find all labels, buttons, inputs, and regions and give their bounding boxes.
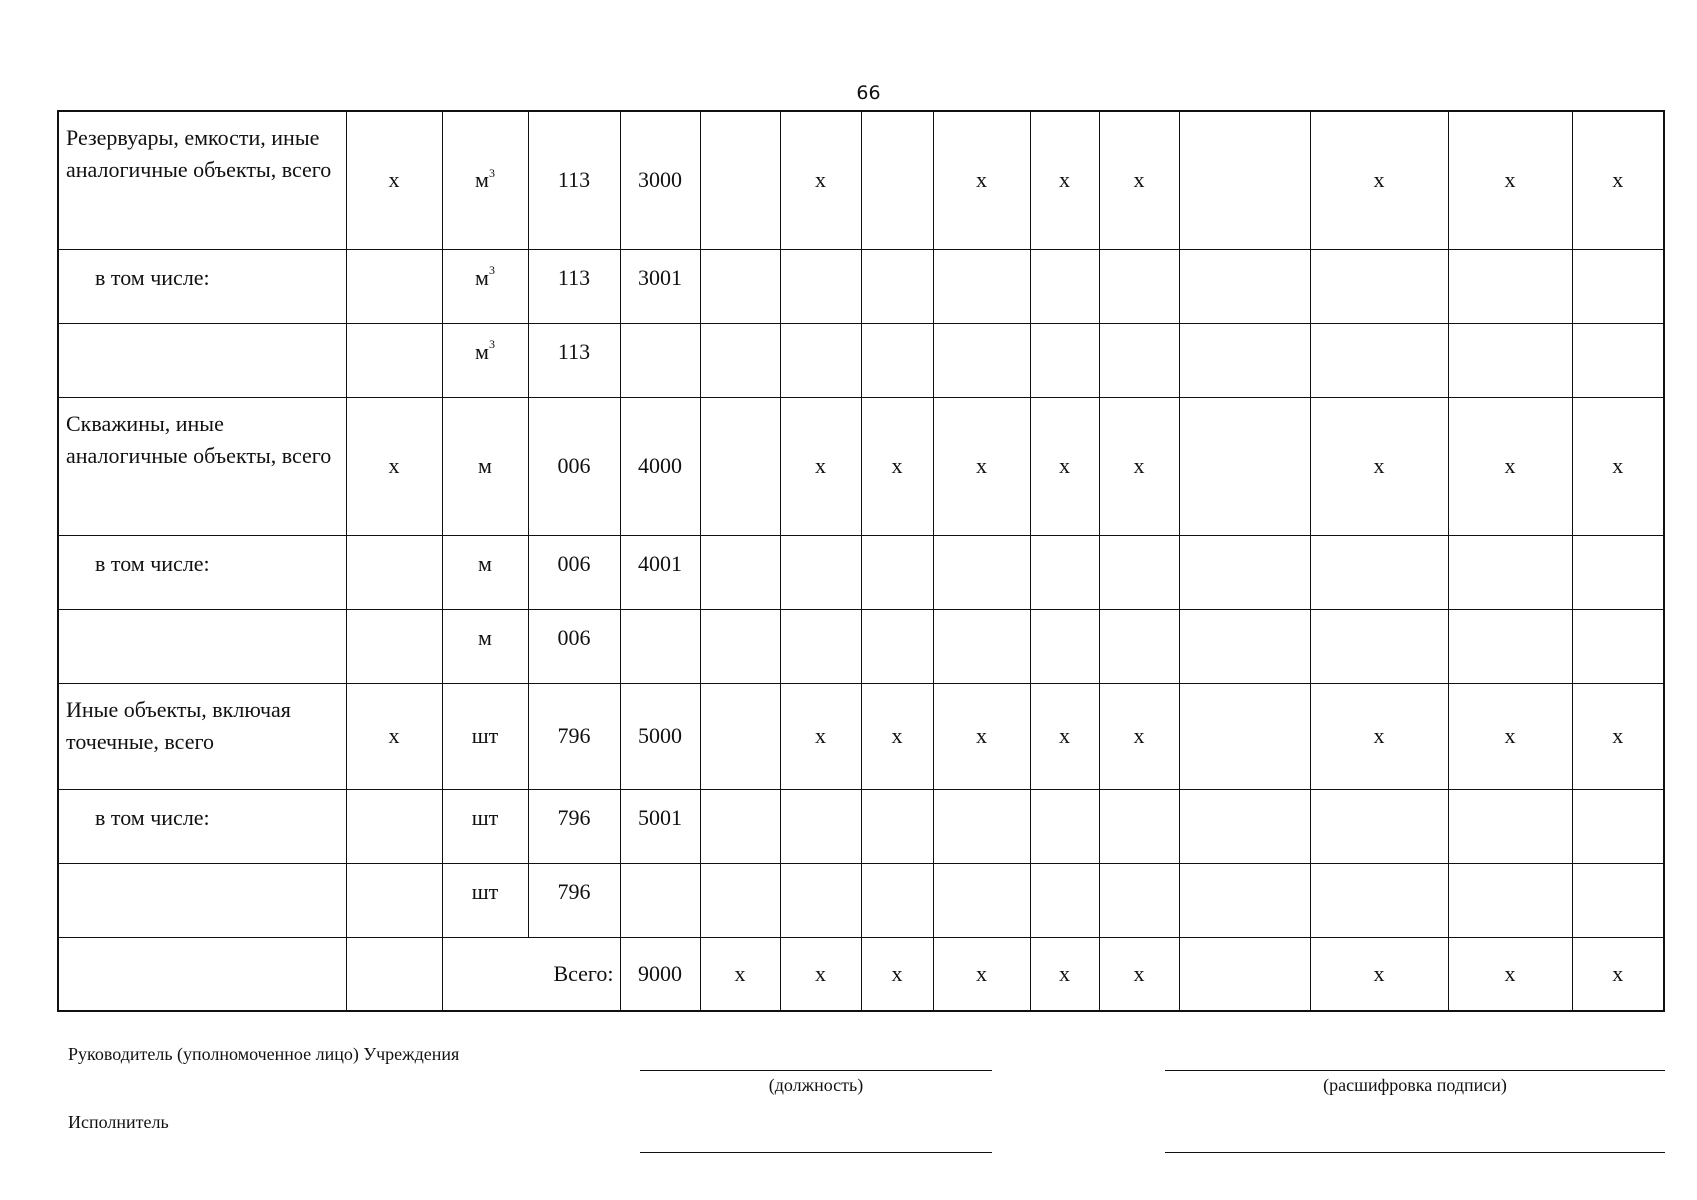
data-cell: х <box>1099 683 1179 789</box>
page-number: 66 <box>856 82 881 104</box>
total-data-cell: х <box>1030 937 1099 1011</box>
data-cell <box>1099 789 1179 863</box>
data-cell <box>700 111 780 249</box>
data-cell <box>1179 789 1310 863</box>
row-name-cell: в том числе: <box>58 789 346 863</box>
total-row <box>58 937 1664 1011</box>
data-cell <box>1572 323 1664 397</box>
data-cell <box>1179 249 1310 323</box>
unit-cell <box>442 789 528 863</box>
data-cell: х <box>1099 397 1179 535</box>
total-blank-cell <box>346 937 442 1011</box>
data-cell <box>780 249 861 323</box>
data-cell <box>861 323 933 397</box>
okei-code-cell: 113 <box>528 323 620 397</box>
data-cell <box>1448 323 1572 397</box>
okei-code-cell: 796 <box>528 789 620 863</box>
line-code-cell: 4000 <box>620 397 700 535</box>
data-cell: х <box>1030 397 1099 535</box>
data-cell <box>1448 863 1572 937</box>
data-cell: х <box>1099 111 1179 249</box>
row-col2-cell <box>346 609 442 683</box>
data-cell <box>700 863 780 937</box>
data-cell <box>780 609 861 683</box>
unit-text: м <box>478 550 492 576</box>
row-name-cell: в том числе: <box>58 535 346 609</box>
data-cell <box>1310 249 1448 323</box>
unit-superscript: 3 <box>488 263 495 278</box>
data-cell <box>700 683 780 789</box>
row-name-cell <box>58 863 346 937</box>
row-name-cell: Иные объекты, включая точечные, всего <box>58 683 346 789</box>
okei-code-cell: 006 <box>528 397 620 535</box>
data-cell <box>933 863 1030 937</box>
data-cell <box>780 535 861 609</box>
data-cell: х <box>780 397 861 535</box>
unit-cell <box>442 397 528 535</box>
data-cell <box>1099 323 1179 397</box>
data-cell <box>1030 789 1099 863</box>
row-col2-cell <box>346 535 442 609</box>
unit-cell <box>442 535 528 609</box>
executor-position-line[interactable] <box>640 1152 992 1153</box>
unit-cell <box>442 249 528 323</box>
okei-code-cell: 006 <box>528 609 620 683</box>
row-col2-cell: х <box>346 683 442 789</box>
data-cell: х <box>933 111 1030 249</box>
total-blank-cell <box>58 937 346 1011</box>
data-cell: х <box>780 683 861 789</box>
data-cell <box>1572 609 1664 683</box>
unit-text: м <box>478 624 492 650</box>
data-cell: х <box>1448 397 1572 535</box>
data-cell: х <box>933 397 1030 535</box>
total-data-cell: х <box>1572 937 1664 1011</box>
data-cell: х <box>780 111 861 249</box>
unit-text: м <box>475 338 489 364</box>
unit-cell <box>442 609 528 683</box>
row-col2-cell <box>346 323 442 397</box>
total-label-cell: Всего: <box>442 937 620 1011</box>
unit-cell <box>442 111 528 249</box>
data-cell <box>1179 609 1310 683</box>
table-row <box>58 789 1664 863</box>
data-cell <box>933 323 1030 397</box>
row-col2-cell: х <box>346 397 442 535</box>
line-code-cell: 4001 <box>620 535 700 609</box>
data-cell <box>861 609 933 683</box>
data-cell <box>1179 863 1310 937</box>
data-cell <box>1030 535 1099 609</box>
data-cell: х <box>1310 683 1448 789</box>
table-row <box>58 323 1664 397</box>
okei-code-cell: 796 <box>528 863 620 937</box>
table-row <box>58 683 1664 789</box>
data-cell <box>1572 249 1664 323</box>
total-data-cell: х <box>1448 937 1572 1011</box>
total-line-code-cell: 9000 <box>620 937 700 1011</box>
data-cell <box>933 609 1030 683</box>
unit-text: шт <box>471 804 499 830</box>
total-data-cell <box>1179 937 1310 1011</box>
unit-superscript: 3 <box>488 337 495 352</box>
data-cell <box>1179 535 1310 609</box>
data-cell: х <box>1030 111 1099 249</box>
row-col2-cell: х <box>346 111 442 249</box>
data-cell <box>780 789 861 863</box>
data-cell <box>700 249 780 323</box>
data-cell <box>1572 863 1664 937</box>
row-col2-cell <box>346 249 442 323</box>
line-code-cell <box>620 863 700 937</box>
data-cell: х <box>861 683 933 789</box>
data-cell <box>1179 323 1310 397</box>
data-cell <box>861 249 933 323</box>
data-cell <box>1310 535 1448 609</box>
unit-text: м <box>475 264 489 290</box>
data-cell <box>1310 609 1448 683</box>
data-cell <box>1030 323 1099 397</box>
line-code-cell: 5000 <box>620 683 700 789</box>
line-code-cell: 3000 <box>620 111 700 249</box>
position-caption: (должность) <box>768 1075 864 1095</box>
data-cell <box>861 789 933 863</box>
line-code-cell <box>620 609 700 683</box>
row-name-cell: Скважины, иные аналогичные объекты, всего <box>58 397 346 535</box>
data-cell <box>1179 397 1310 535</box>
row-name-cell <box>58 609 346 683</box>
executor-label: Исполнитель <box>68 1112 169 1132</box>
data-cell <box>700 397 780 535</box>
decoding-signature-line[interactable] <box>1165 1070 1665 1071</box>
total-data-cell: х <box>861 937 933 1011</box>
decoding-caption: (расшифровка подписи) <box>1323 1075 1507 1095</box>
data-cell <box>780 323 861 397</box>
data-cell: х <box>1310 111 1448 249</box>
position-signature-line[interactable] <box>640 1070 992 1071</box>
data-cell <box>1572 789 1664 863</box>
row-col2-cell <box>346 863 442 937</box>
data-cell <box>700 789 780 863</box>
data-cell <box>700 323 780 397</box>
okei-code-cell: 113 <box>528 111 620 249</box>
okei-code-cell: 113 <box>528 249 620 323</box>
line-code-cell <box>620 323 700 397</box>
unit-text: м <box>478 453 492 478</box>
data-cell <box>1448 535 1572 609</box>
data-cell <box>780 863 861 937</box>
data-cell <box>1030 863 1099 937</box>
table-row <box>58 249 1664 323</box>
data-cell: х <box>1572 111 1664 249</box>
data-cell <box>933 535 1030 609</box>
data-cell <box>861 863 933 937</box>
total-data-cell: х <box>1099 937 1179 1011</box>
data-cell <box>1310 323 1448 397</box>
data-cell <box>1179 683 1310 789</box>
data-cell <box>933 789 1030 863</box>
data-cell <box>1179 111 1310 249</box>
data-cell: х <box>933 683 1030 789</box>
row-col2-cell <box>346 789 442 863</box>
unit-cell <box>442 683 528 789</box>
data-cell <box>1310 863 1448 937</box>
data-cell <box>933 249 1030 323</box>
line-code-cell: 5001 <box>620 789 700 863</box>
unit-cell <box>442 323 528 397</box>
data-cell <box>1310 789 1448 863</box>
unit-text: шт <box>471 723 499 748</box>
head-signature-label: Руководитель (уполномоченное лицо) Учреждения <box>68 1044 460 1064</box>
unit-text: шт <box>471 878 499 904</box>
row-name-cell: в том числе: <box>58 249 346 323</box>
executor-decoding-line[interactable] <box>1165 1152 1665 1153</box>
unit-superscript: 3 <box>488 165 495 180</box>
data-cell: х <box>861 397 933 535</box>
total-data-cell: х <box>1310 937 1448 1011</box>
okei-code-cell: 006 <box>528 535 620 609</box>
data-cell <box>1448 249 1572 323</box>
data-cell <box>700 609 780 683</box>
total-data-cell: х <box>700 937 780 1011</box>
data-cell: х <box>1310 397 1448 535</box>
table-row <box>58 397 1664 535</box>
data-cell: х <box>1572 397 1664 535</box>
data-cell: х <box>1448 683 1572 789</box>
data-cell <box>1572 535 1664 609</box>
data-cell <box>861 111 933 249</box>
unit-text: м <box>475 167 489 193</box>
table-row <box>58 535 1664 609</box>
report-table <box>57 110 1665 1012</box>
row-name-cell: Резервуары, емкости, иные аналогичные объекты, всего <box>58 111 346 249</box>
data-cell <box>1448 609 1572 683</box>
total-data-cell: х <box>933 937 1030 1011</box>
row-name-cell <box>58 323 346 397</box>
data-cell: х <box>1572 683 1664 789</box>
table-row <box>58 863 1664 937</box>
okei-code-cell: 796 <box>528 683 620 789</box>
line-code-cell: 3001 <box>620 249 700 323</box>
data-cell: х <box>1448 111 1572 249</box>
data-cell <box>1448 789 1572 863</box>
table-row <box>58 111 1664 249</box>
data-cell <box>700 535 780 609</box>
unit-cell <box>442 863 528 937</box>
data-cell <box>1030 609 1099 683</box>
data-cell <box>1099 249 1179 323</box>
data-cell <box>1030 249 1099 323</box>
data-cell: х <box>1030 683 1099 789</box>
total-data-cell: х <box>780 937 861 1011</box>
data-cell <box>1099 609 1179 683</box>
data-cell <box>1099 863 1179 937</box>
data-cell <box>861 535 933 609</box>
table-row <box>58 609 1664 683</box>
data-cell <box>1099 535 1179 609</box>
